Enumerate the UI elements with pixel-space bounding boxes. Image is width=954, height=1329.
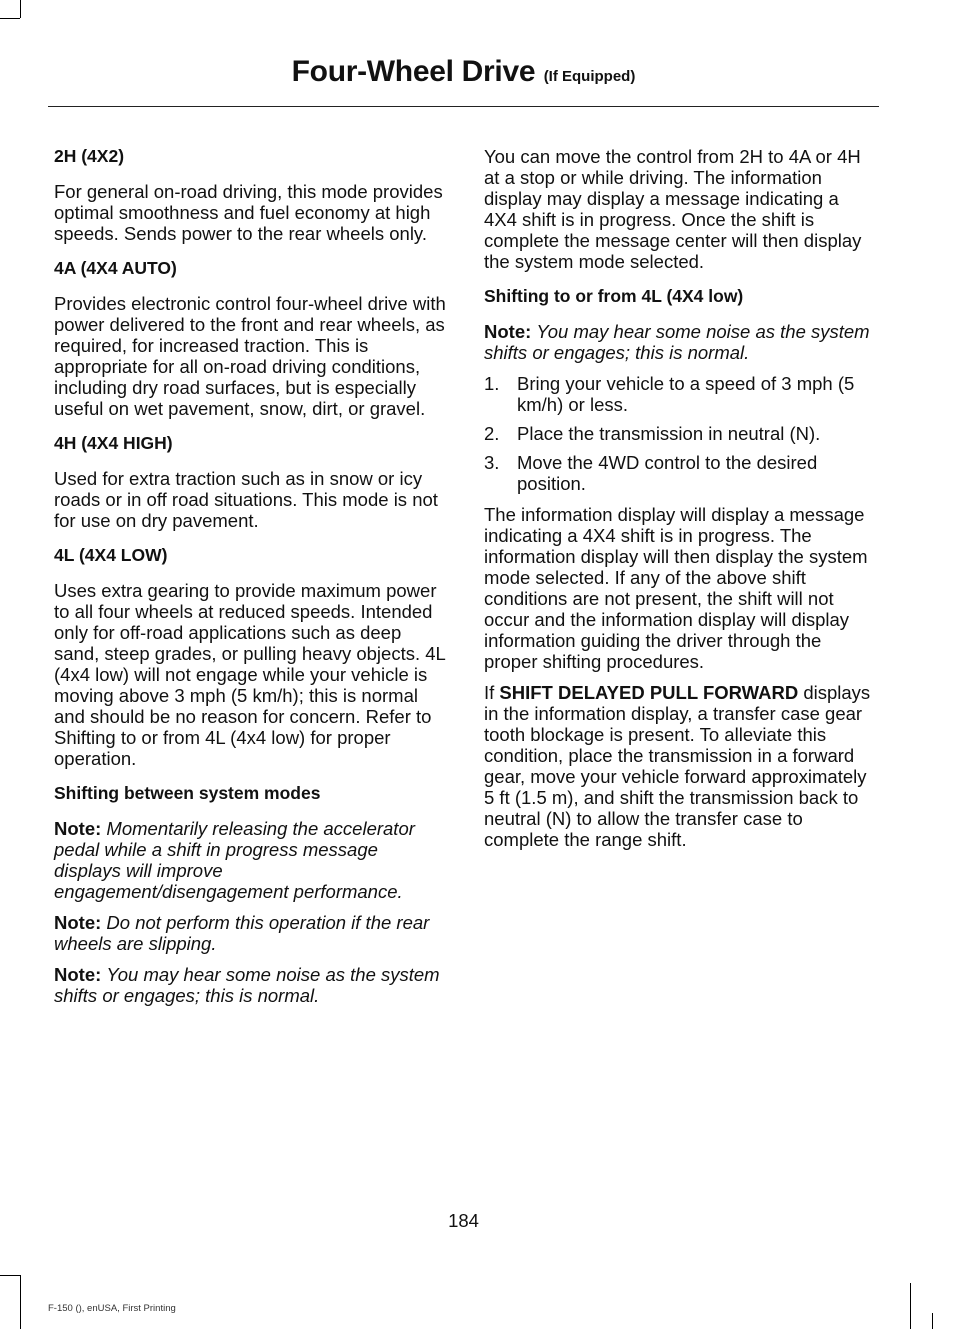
left-column: [54, 146, 446, 1016]
page-subtitle: (If Equipped): [543, 68, 636, 85]
delay-rest: displays in the information display, a transfer case gear tooth blockage is present. To alleviate this condition, place the transmission in a forward gear, move your vehicle forward approximately 5 ft (1.5 m), and shift the transmission back to neutral (N) to allow the transfer case to complete the range shift.: [484, 682, 871, 850]
crop-mark-bottom-right-v2: [932, 1313, 933, 1329]
note-label: Note:: [54, 964, 102, 985]
crop-mark-bottom-left-h: [0, 1275, 20, 1276]
page-title: Four-Wheel Drive: [291, 55, 536, 88]
note-2: [54, 912, 446, 954]
step-text: Place the transmission in neutral (N).: [517, 423, 821, 444]
note-label: Note:: [484, 321, 532, 342]
heading-shifting-low: Shifting to or from 4L (4X4 low): [484, 286, 744, 306]
header-rule: [48, 106, 879, 107]
note-label: Note:: [54, 912, 102, 933]
crop-mark-top-left-v: [20, 0, 21, 18]
note-text: You may hear some noise as the system shifts or engages; this is normal.: [54, 964, 440, 1006]
note-text: Do not perform this operation if the rear wheels are slipping.: [54, 912, 430, 954]
paragraph-shift-delayed: [484, 682, 876, 850]
step-number: 3.: [484, 452, 500, 473]
steps-list: [484, 373, 876, 494]
right-column: [484, 146, 876, 864]
heading-shifting-modes: Shifting between system modes: [54, 783, 321, 803]
paragraph-4l: Uses extra gearing to provide maximum power to all four wheels at reduced speeds. Intended only for off-road applications such as deep sand, steep grades, or pulling heavy objects. 4L (4x4 low) will not engage while your vehicle is moving above 3 mph (5 km/h); this is normal and should be no reason for concern. Refer to Shifting to or from 4L (4x4 low) for proper operation.: [54, 580, 446, 769]
page-header: [48, 55, 879, 89]
paragraph-2h: For general on-road driving, this mode provides optimal smoothness and fuel economy at high speeds. Sends power to the rear wheels only.: [54, 181, 443, 244]
step-number: 2.: [484, 423, 500, 444]
paragraph-4a: Provides electronic control four-wheel drive with power delivered to the front and rear wheels, as required, for increased traction. This is appropriate for all on-road driving conditions, including dry road surfaces, but is especially useful on wet pavement, snow, dirt, or gravel.: [54, 293, 446, 419]
paragraph-intro: You can move the control from 2H to 4A or 4H at a stop or while driving. The information display may display a message indicating a 4X4 shift is in progress. Once the shift is complete the message center will then display the system mode selected.: [484, 146, 862, 272]
list-item: [484, 452, 876, 494]
footer-text: F-150 (), enUSA, First Printing: [48, 1303, 176, 1314]
note-label: Note:: [54, 818, 102, 839]
crop-mark-bottom-right-v1: [910, 1283, 911, 1329]
heading-4h: 4H (4X4 HIGH): [54, 433, 173, 453]
note-1: [54, 818, 446, 902]
delay-message: SHIFT DELAYED PULL FORWARD: [499, 682, 799, 703]
heading-2h: 2H (4X2): [54, 146, 125, 166]
step-number: 1.: [484, 373, 500, 394]
heading-4l: 4L (4X4 LOW): [54, 545, 168, 565]
paragraph-info-display: The information display will display a message indicating a 4X4 shift is in progress. The information display will then display the system mode selected. If any of the above shift conditions are not present, the shift will not occur and the information display will display information guiding the driver through the proper shifting procedures.: [484, 504, 868, 672]
note-3: [54, 964, 446, 1006]
step-text: Bring your vehicle to a speed of 3 mph (5 km/h) or less.: [517, 373, 855, 415]
list-item: [484, 423, 876, 444]
crop-mark-top-left-h: [0, 18, 20, 19]
note-low: [484, 321, 876, 363]
page-number: 184: [448, 1210, 479, 1231]
list-item: [484, 373, 876, 415]
delay-prefix: If: [484, 682, 500, 703]
heading-4a: 4A (4X4 AUTO): [54, 258, 177, 278]
crop-mark-bottom-left-v: [20, 1275, 21, 1329]
paragraph-4h: Used for extra traction such as in snow or icy roads or in off road situations. This mode is not for use on dry pavement.: [54, 468, 438, 531]
note-text: You may hear some noise as the system shifts or engages; this is normal.: [484, 321, 870, 363]
step-text: Move the 4WD control to the desired position.: [517, 452, 818, 494]
note-text: Momentarily releasing the accelerator pedal while a shift in progress message displays will improve engagement/disengagement performance.: [54, 818, 415, 902]
